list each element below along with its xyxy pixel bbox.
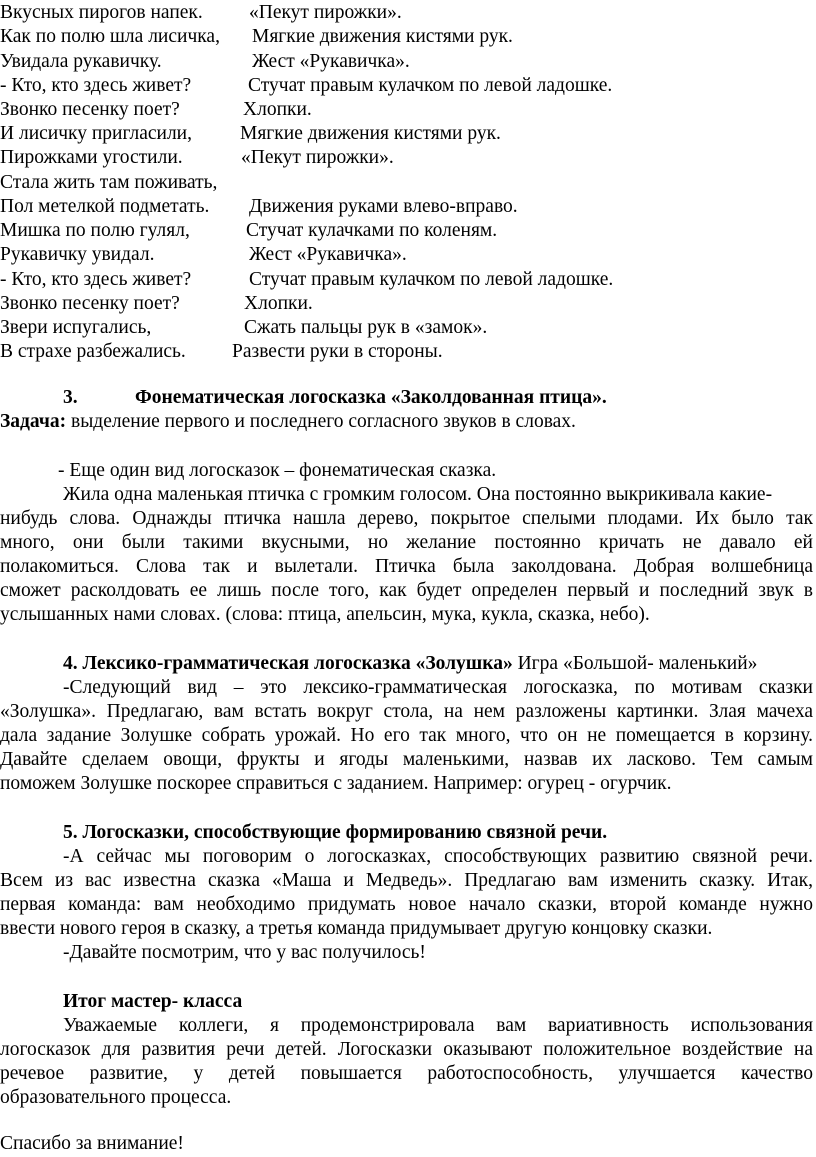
poem-line: - Кто, кто здесь живет? (0, 269, 192, 290)
poem-gesture: Хлопки. (244, 293, 313, 314)
poem-line: Звонко песенку поет? (0, 293, 180, 314)
paragraph-line-text: много, они были такими вкусными, но желание постоянно кричать не давало ей (0, 532, 813, 553)
paragraph-line-text: Всем из вас известна сказка «Маша и Медведь». Предлагаю вам изменить сказку. Итак, (0, 870, 813, 891)
section-3-intro: - Еще один вид логосказок – фонематическая сказка. (58, 460, 497, 481)
summary-title: Итог мастер- класса (63, 991, 243, 1012)
section-5-closing: -Давайте посмотрим, что у вас получилось! (63, 942, 426, 963)
poem-line: Мишка по полю гулял, (0, 220, 190, 241)
poem-line: Звонко песенку поет? (0, 99, 180, 120)
section-4-game: Игра «Большой- маленький» (512, 653, 758, 674)
section-5-title: 5. Логосказки, способствующие формированию связной речи. (63, 822, 608, 843)
paragraph-line: Жила одна маленькая птичка с громким голосом. Она постоянно выкрикивала какие- (63, 484, 773, 505)
paragraph-line-text: полакомиться. Слова так и вылетали. Птичка была заколдована. Добрая волшебница (0, 556, 813, 577)
poem-line: Увидала рукавичку. (0, 51, 162, 72)
paragraph-line: поможем Золушке поскорее справиться с заданием. Например: огурец - огурчик. (0, 773, 672, 794)
poem-gesture: Движения руками влево-вправо. (249, 196, 518, 217)
poem-gesture: Мягкие движения кистями рук. (252, 26, 513, 47)
paragraph-line (0, 748, 813, 772)
paragraph-line-text: нибудь слова. Однажды птичка нашла дерево, покрытое спелыми плодами. Их было так (0, 508, 813, 529)
paragraph-line (0, 893, 813, 917)
poem-line: В страхе разбежались. (0, 341, 186, 362)
task-label: Задача: (0, 411, 67, 432)
poem-gesture: Стучат кулачками по коленям. (246, 220, 498, 241)
paragraph-line-text: «Золушка». Предлагаю, вам встать вокруг стола, на нем разложены картинки. Злая мачеха (0, 701, 813, 722)
paragraph-line (63, 676, 813, 700)
paragraph-line (63, 845, 813, 869)
paragraph-line-text: первая команда: вам необходимо придумать новое начало сказки, второй команде нужно (0, 894, 813, 915)
paragraph-line-text: -Следующий вид – это лексико-грамматическая логосказка, по мотивам сказки (63, 677, 813, 698)
paragraph-line (0, 531, 813, 555)
thanks-line: Спасибо за внимание! (0, 1133, 184, 1154)
paragraph-line (0, 724, 813, 748)
paragraph-line-text: дала задание Золушке собрать урожай. Но его так много, что он не помещается в корзину. (0, 725, 813, 746)
poem-line: Стала жить там поживать, (0, 172, 218, 193)
paragraph-line (0, 507, 813, 531)
poem-gesture: Хлопки. (243, 99, 312, 120)
poem-gesture: Мягкие движения кистями рук. (240, 123, 501, 144)
task-text: выделение первого и последнего согласного звуков в словах. (66, 411, 576, 432)
poem-gesture: «Пекут пирожки». (249, 2, 402, 23)
poem-line: Вкусных пирогов напек. (0, 2, 203, 23)
poem-gesture: Стучат правым кулачком по левой ладошке. (249, 269, 614, 290)
poem-line: Пол метелкой подметать. (0, 196, 210, 217)
paragraph-line: образовательного процесса. (0, 1087, 232, 1108)
section-3-task (0, 410, 576, 434)
poem-line: Звери испугались, (0, 317, 152, 338)
poem-gesture: Стучат правым кулачком по левой ладошке. (248, 75, 613, 96)
poem-line: Пирожками угостили. (0, 147, 183, 168)
poem-line: Как по полю шла лисичка, (0, 26, 220, 47)
poem-line: И лисичку пригласили, (0, 123, 192, 144)
paragraph-line (0, 1038, 813, 1062)
paragraph-line-text: сможет расколдовать ее лишь после того, как будет определен первый и последний звук в (0, 580, 813, 601)
poem-gesture: Жест «Рукавичка». (252, 51, 410, 72)
section-4-heading (63, 652, 757, 676)
section-3-number: 3. (63, 387, 78, 408)
poem-gesture: Развести руки в стороны. (232, 341, 443, 362)
paragraph-line: ввести нового героя в сказку, а третья команда придумывает другую концовку сказки. (0, 918, 713, 939)
poem-gesture: Жест «Рукавичка». (249, 244, 407, 265)
paragraph-line-text: речевое развитие, у детей повышается работоспособность, улучшается качество (0, 1063, 813, 1084)
paragraph-line-text: Давайте сделаем овощи, фрукты и ягоды маленькими, назвав их ласково. Тем самым (0, 749, 813, 770)
paragraph-line-text: логосказок для развития речи детей. Логосказки оказывают положительное воздействие на (0, 1039, 813, 1060)
paragraph-line (0, 555, 813, 579)
paragraph-line (0, 700, 813, 724)
poem-line: Рукавичку увидал. (0, 244, 155, 265)
paragraph-line (0, 579, 813, 603)
section-3-title: Фонематическая логосказка «Заколдованная птица». (135, 387, 607, 408)
paragraph-line (0, 869, 813, 893)
paragraph-line-text: -А сейчас мы поговорим о логосказках, способствующих развитию связной речи. (63, 846, 813, 867)
section-4-title: 4. Лексико-грамматическая логосказка «Золушка» (63, 653, 513, 674)
paragraph-line (0, 1062, 813, 1086)
poem-gesture: Сжать пальцы рук в «замок». (244, 317, 488, 338)
paragraph-line-text: Уважаемые коллеги, я продемонстрировала вам вариативность использования (63, 1015, 813, 1036)
paragraph-line (63, 1014, 813, 1038)
paragraph-line: услышанных нами словах. (слова: птица, апельсин, мука, кукла, сказка, небо). (0, 604, 650, 625)
poem-line: - Кто, кто здесь живет? (0, 75, 192, 96)
poem-gesture: «Пекут пирожки». (241, 147, 394, 168)
